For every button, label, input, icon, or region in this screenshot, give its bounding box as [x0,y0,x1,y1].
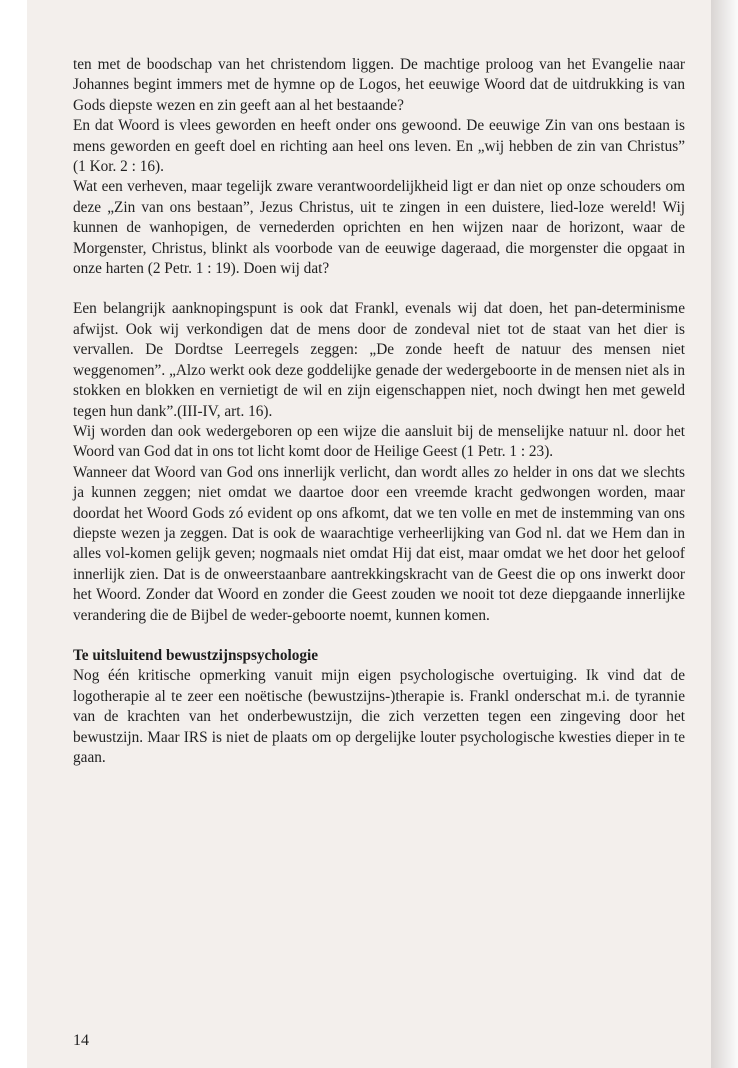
section-heading: Te uitsluitend bewustzijnspsychologie [73,646,319,664]
paragraph: Nog één kritische opmerking vanuit mijn eigen psychologische overtuiging. Ik vind dat de logotherapie al te zeer een noëtische (bewustzijns-)therapie is. Frankl onderschat m.i. de tyrannie van de krachten van het onderbewustzijn, die zich verzetten tegen een zingeving door het bewustzijn. Maar IRS is niet de plaats om op dergelijke louter psychologische kwesties dieper in te gaan. [73,667,685,766]
paragraph: Wanneer dat Woord van God ons innerlijk verlicht, dan wordt alles zo helder in ons dat we slechts ja kunnen zeggen; niet omdat we daartoe door een vreemde kracht gedwongen worden, maar doordat het Woord Gods zó evident op ons afkomt, dat we ten volle en met de instemming van ons diepste wezen ja zeggen. Dat is ook de waarachtige verheerlijking van God nl. dat we Hem dan in alles vol-komen gelijk geven; nogmaals niet omdat Hij dat eist, maar omdat we het door het geloof innerlijk zien. Dat is de onweerstaanbare aantrekkingskracht van de Geest die op ons inwerkt door het Woord. Zonder dat Woord en zonder die Geest zouden we nooit tot deze diepgaande innerlijke verandering die de Bijbel de weder-geboorte noemt, kunnen komen. [73,463,685,624]
paragraph-gap [73,626,685,646]
page-edge-shadow [711,0,738,1068]
paragraph-gap [73,279,685,299]
paragraph: Wat een verheven, maar tegelijk zware verantwoordelijkheid ligt er dan niet op onze schouders om deze „Zin van ons bestaan”, Jezus Christus, uit te zingen in een duistere, lied-loze wereld! Wij kunnen de wanhopigen, de vernederden oprichten en hen wijzen naar de horizont, waar de Morgenster, Christus, blinkt als voorbode van de eeuwige dageraad, die morgenster die opgaat in onze harten (2 Petr. 1 : 19). Doen wij dat? [73,178,685,278]
page-body [73,55,685,768]
paragraph: ten met de boodschap van het christendom liggen. De machtige proloog van het Evangelie naar Johannes begint immers met de hymne op de Logos, het eeuwige Woord dat de uitdrukking is van Gods diepste wezen en zin geeft aan al het bestaande? [73,56,685,114]
paragraph: En dat Woord is vlees geworden en heeft onder ons gewoond. De eeuwige Zin van ons bestaan is mens geworden en geeft doel en richting aan heel ons leven. En „wij hebben de zin van Christus” (1 Kor. 2 : 16). [73,117,685,176]
page-number: 14 [73,1032,89,1049]
paragraph: Een belangrijk aanknopingspunt is ook dat Frankl, evenals wij dat doen, het pan-determinisme afwijst. Ook wij verkondigen dat de mens door de zondeval niet tot de staat van het dier is vervallen. De Dordtse Leerregels zeggen: „De zonde heeft de natuur des mensen niet weggenomen”. „Alzo werkt ook deze goddelijke genade der wedergeboorte in de mensen niet als in stokken en blokken en vernietigt de wil en zijn eigenschappen niet, noch dwingt hen met geweld tegen hun dank”.(III-IV, art. 16). [73,300,685,420]
paragraph: Wij worden dan ook wedergeboren op een wijze die aansluit bij de menselijke natuur nl. door het Woord van God dat in ons tot licht komt door de Heilige Geest (1 Petr. 1 : 23). [73,422,685,461]
